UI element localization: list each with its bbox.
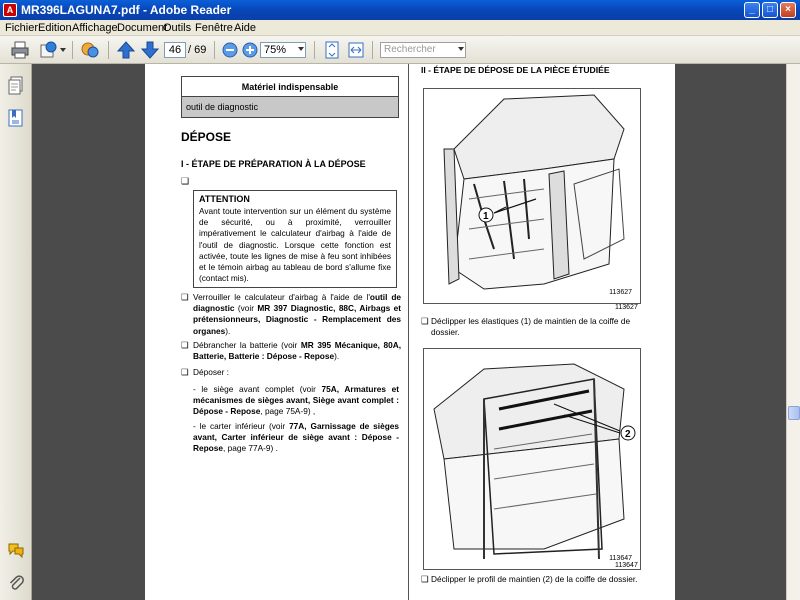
menu-outils[interactable]: Outils [163, 22, 192, 34]
attention-title: ATTENTION [199, 194, 250, 204]
text-bold: MR 397 Diagnostic, 88C, Airbags et prétensionneurs, Diagnostic - Remplacement des organes [193, 303, 401, 336]
menu-fichier[interactable]: Fichier [5, 22, 39, 34]
chevron-down-icon [298, 47, 304, 51]
attention-body: Avant toute intervention sur un élément du système de sécurité, ou à proximité, verrouiller impérativement le calculateur d'airbag à l'aide de l'outil de diagnostic. Lorsque cette fonction est activée, toute les lignes de mise à feu sont inhibées et le témoin airbag au tableau de bord s'allume fixe (contact mis). [199, 206, 391, 284]
menu-document[interactable]: Document [117, 22, 168, 34]
print-icon[interactable] [10, 40, 30, 60]
text: , page 77A-9) . [222, 443, 278, 454]
window-title: MR396LAGUNA7.pdf - Adobe Reader [21, 3, 232, 17]
checkbox-bullet: ❑ [421, 316, 429, 326]
page-total: / 69 [188, 44, 207, 56]
figure-1-ref-small: 113627 [609, 289, 632, 296]
seat-frame-drawing [424, 349, 640, 569]
menu-affichage[interactable]: Affichage [72, 22, 118, 34]
text: Déposer : [193, 367, 229, 377]
text: Déclipper les élastiques (1) de maintien de la coiffe de dossier. [431, 316, 631, 338]
menu-fenetre[interactable]: Fenêtre [195, 22, 233, 34]
menu-aide[interactable]: Aide [234, 22, 257, 34]
attention-box [193, 190, 397, 288]
step-1-title: I - ÉTAPE DE PRÉPARATION À LA DÉPOSE [181, 159, 366, 169]
checkbox-bullet: ❑ [181, 176, 190, 186]
checkbox-bullet: ❑ [181, 340, 189, 350]
text: Déclipper le profil de maintien (2) de la coiffe de dossier. [431, 574, 638, 584]
column-divider [408, 64, 409, 600]
instruction-remove [181, 367, 401, 378]
close-button[interactable]: × [780, 2, 796, 18]
fit-width-icon[interactable] [346, 40, 366, 60]
chevron-down-icon [458, 47, 464, 51]
equipment-table [181, 76, 399, 118]
maximize-button[interactable]: □ [762, 2, 778, 18]
text-bold: outil de diagnostic [193, 292, 402, 314]
figure-2-callout: 2 [625, 429, 631, 440]
arrow-down-icon[interactable] [140, 40, 160, 60]
text: - le siège avant complet (voir [193, 384, 322, 394]
pdf-page [145, 64, 675, 600]
text: Verrouiller le calculateur d'airbag à l'aide de l' [193, 292, 370, 302]
search-placeholder: Rechercher [384, 44, 436, 55]
figure-1 [423, 88, 641, 304]
figure-2-ref: 113647 [615, 562, 638, 569]
text: , page 75A-9) , [260, 406, 316, 417]
caption-2 [421, 574, 645, 585]
minimize-button[interactable]: _ [744, 2, 760, 18]
page-number-input[interactable]: 46 [164, 42, 186, 58]
text-bold: 75A, Armatures et mécanismes de sièges avant, Siège avant complet : Dépose - Repose [193, 384, 399, 417]
search-input[interactable] [380, 42, 466, 58]
checkbox-bullet: ❑ [181, 292, 189, 302]
section-heading: DÉPOSE [181, 130, 232, 144]
sub-instruction-carter [193, 421, 399, 455]
menu-edition[interactable]: Edition [38, 22, 72, 34]
arrow-up-icon[interactable] [116, 40, 136, 60]
navigation-panel [0, 64, 32, 600]
zoom-in-icon[interactable] [240, 40, 260, 60]
bookmarks-icon[interactable] [7, 108, 25, 128]
text: ). [334, 351, 340, 362]
attachment-icon[interactable] [7, 572, 25, 592]
table-header: Matériel indispensable [182, 77, 398, 97]
text: - le carter inférieur (voir [193, 421, 290, 431]
figure-1-ref: 113627 [615, 304, 638, 311]
text-bold: MR 395 Mécanique, 80A, Batterie, Batterie : Dépose - Repose [193, 340, 401, 362]
toolbar [0, 36, 800, 64]
step-2-title: II - ÉTAPE DE DÉPOSE DE LA PIÈCE ÉTUDIÉE [421, 65, 610, 75]
adobe-reader-icon: A [3, 3, 17, 17]
zoom-out-icon[interactable] [220, 40, 240, 60]
instruction-lock-airbag [181, 292, 401, 337]
zoom-value: 75% [264, 44, 287, 56]
figure-1-callout: 1 [483, 211, 489, 222]
caption-1 [421, 316, 645, 338]
scrollbar-thumb[interactable] [788, 406, 800, 420]
text: Débrancher la batterie (voir [193, 340, 301, 350]
comments-icon[interactable] [7, 540, 25, 560]
zoom-select[interactable] [260, 42, 306, 58]
figure-2 [423, 348, 641, 570]
chevron-down-icon[interactable] [60, 48, 66, 52]
share-icon[interactable] [38, 40, 58, 60]
checkbox-bullet: ❑ [421, 574, 429, 584]
title-bar [0, 0, 800, 20]
document-viewport[interactable] [33, 64, 786, 600]
seat-back-drawing [424, 89, 640, 303]
figure-2-ref-small: 113647 [609, 555, 632, 562]
vertical-scrollbar[interactable] [786, 64, 800, 600]
collaborate-icon[interactable] [80, 40, 100, 60]
table-row: outil de diagnostic [182, 97, 398, 117]
text: (voir [234, 303, 258, 314]
instruction-disconnect-battery [181, 340, 401, 362]
fit-page-icon[interactable] [322, 40, 342, 60]
sub-instruction-seat [193, 384, 399, 418]
checkbox-bullet: ❑ [181, 367, 189, 377]
text-bold: 77A, Garnissage de sièges avant, Carter inférieur de siège avant : Dépose - Repose [193, 421, 400, 454]
pages-icon[interactable] [7, 76, 25, 96]
menu-bar [0, 20, 800, 36]
text: ). [225, 325, 231, 336]
